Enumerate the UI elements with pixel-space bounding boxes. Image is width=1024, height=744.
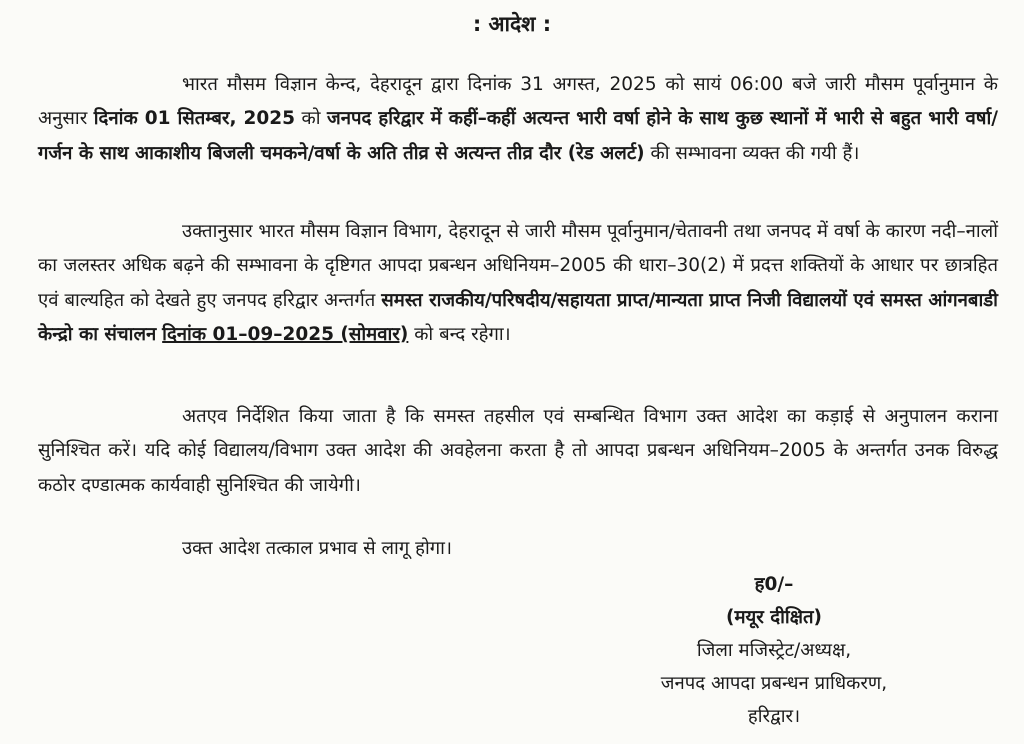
paragraph-effect [38,532,998,566]
signature-mark: ह0/– [754,574,794,595]
p1-text-2: को [295,108,328,130]
p1-text-1: भारत मौसम विज्ञान केन्द, देहरादून द्वारा दिनांक 31 अगस्त, 2025 को सायं 06:00 बजे जारी मौसम पूर्वानुमान के अनुसार [38,74,998,130]
p2-closure-date: दिनांक 01–09–2025 (सोमवार) [162,324,409,346]
p4-text: उक्त आदेश तत्काल प्रभाव से लागू होगा। [182,538,452,559]
signatory-name: (मयूर दीक्षित) [726,607,822,628]
signatory-place: हरिद्वार। [747,706,801,727]
p2-text-3: को बन्द रहेगा। [408,324,511,346]
p1-red-alert-bold: जनपद हरिद्वार में कहीं–कहीं अत्यन्त भारी वर्षा होने के साथ कुछ स्थानों में भारी से बहुत भारी वर्षा/गर्जन के साथ आकाशीय बिजली चमकने/वर्षा के अति तीव्र से अत्यन्त तीव्र दौर (रेड अलर्ट) [38,108,999,164]
paragraph-compliance [38,400,998,503]
p2-text-1: उक्तानुसार भारत मौसम विज्ञान विभाग, देहरादून से जारी मौसम पूर्वानुमान/चेतावनी तथा जनपद में वर्षा के कारण नदी–नालों का जलस्तर अधिक बढ़ने की सम्भावना के दृष्टिगत आपदा प्रबन्धन अधिनियम–2005 की धारा–30(2) में प्रदत्त शक्तियों के आधार पर छात्रहित एवं बाल्यहित को देखते हुए जनपद हरिद्वार अन्तर्गत [38,221,998,311]
signatory-authority: जनपद आपदा प्रबन्धन प्राधिकरण, [660,673,888,694]
signature-block [604,568,944,733]
p1-text-3: की सम्भावना व्यक्त की गयी हैं। [644,142,860,164]
p3-text: अतएव निर्देशित किया जाता है कि समस्त तहसील एवं सम्बन्धित विभाग उक्त आदेश का कड़ाई से अनुपालन कराना सुनिश्चित करें। यदि कोई विद्यालय/विभाग उक्त आदेश की अवहेलना करता है तो आपदा प्रबन्धन अधिनियम–2005 के अन्तर्गत उनक विरुद्ध कठोर दण्डात्मक कार्यवाही सुनिश्चित की जायेगी। [38,406,998,496]
p1-date-bold: दिनांक 01 सितम्बर, 2025 [93,108,296,130]
paragraph-closure-order [38,215,998,353]
p2-institutions-bold: समस्त राजकीय/परिषदीय/सहायता प्राप्त/मान्यता प्राप्त निजी विद्यालयों एवं समस्त आंगनबाडी केन्द्रो का संचालन [38,289,998,346]
paragraph-weather-forecast [38,68,998,171]
order-title: : आदेश : [472,12,552,36]
signatory-designation: जिला मजिस्ट्रेट/अध्यक्ष, [696,640,852,661]
